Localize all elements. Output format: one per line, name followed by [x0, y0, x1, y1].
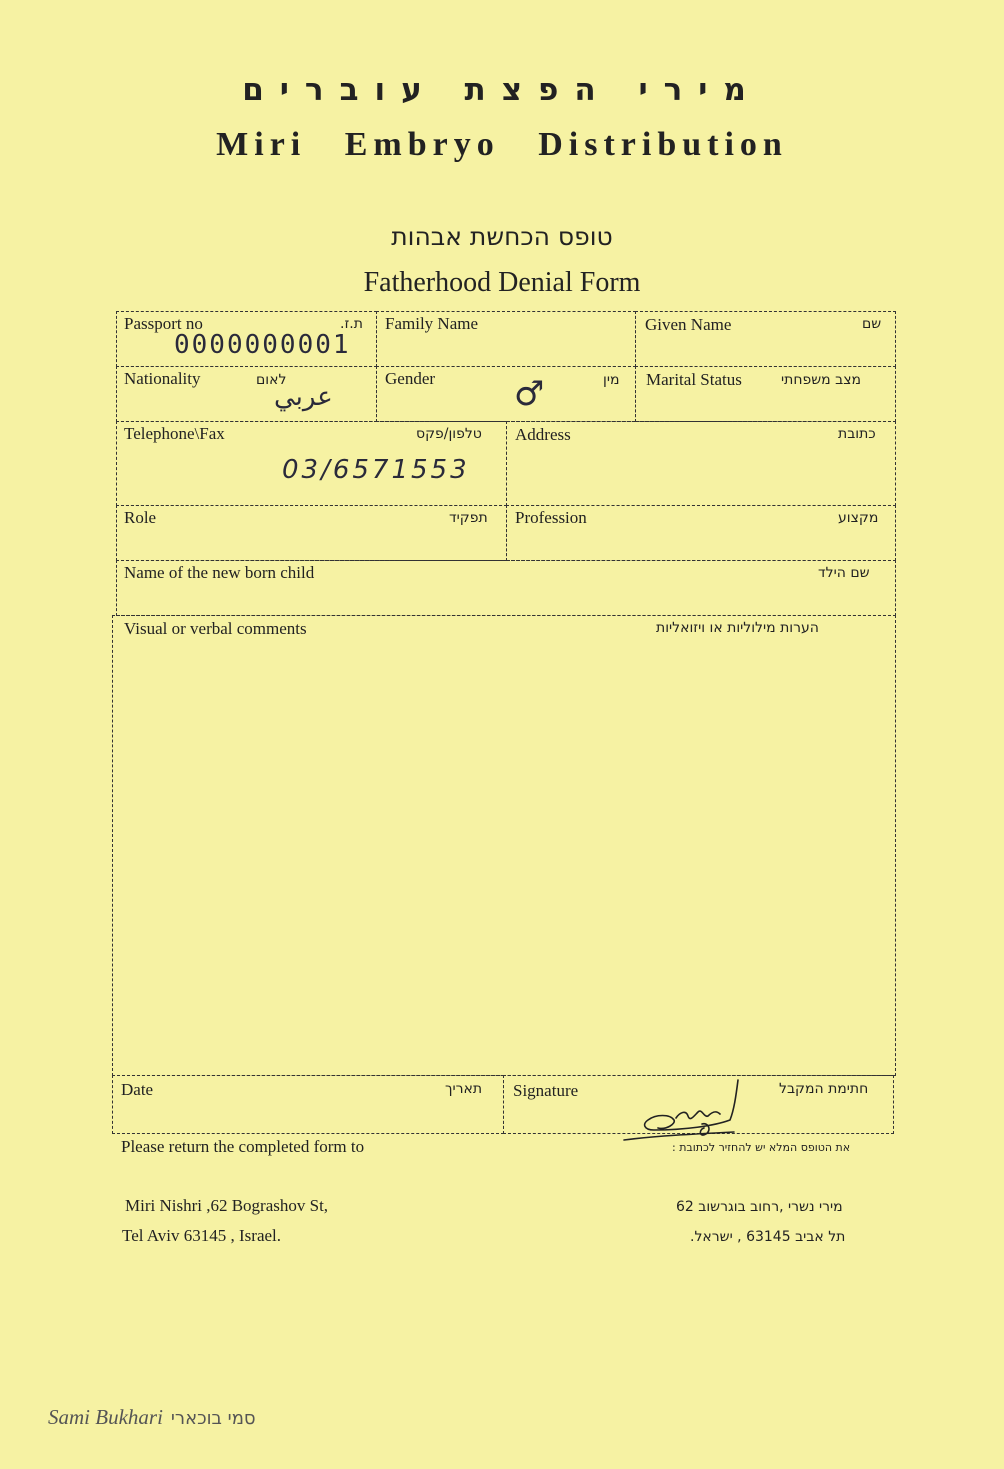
address-label-hebrew: כתובת [838, 426, 876, 442]
comments-label-hebrew: הערות מילוליות או ויזואליות [656, 620, 819, 636]
artist-credit [48, 1405, 256, 1430]
address-label: Address [515, 425, 571, 444]
profession-label: Profession [515, 508, 587, 527]
passport-label-hebrew: ת.ז. [340, 316, 363, 332]
return-instructions-hebrew: את הטופס המלא יש להחזיר לכתובת : [672, 1141, 851, 1154]
gender-value[interactable]: ♂ [514, 374, 545, 414]
profession-label-hebrew: מקצוע [838, 510, 879, 526]
child-name-label-hebrew: שם הילד [818, 565, 870, 581]
nationality-label-hebrew: לאום [256, 372, 287, 388]
role-label-hebrew: תפקיד [449, 510, 488, 526]
signature-label: Signature [513, 1081, 579, 1100]
given-name-label: Given Name [645, 315, 732, 334]
passport-label: Passport no [124, 314, 203, 333]
artist-credit-hebrew: סמי בוכארי [170, 1408, 256, 1429]
date-label: Date [121, 1080, 154, 1099]
role-label: Role [124, 508, 157, 527]
telephone-label: Telephone\Fax [124, 424, 225, 443]
nationality-label: Nationality [124, 369, 201, 388]
child-name-label: Name of the new born child [124, 563, 315, 582]
given-name-label-hebrew: שם [862, 316, 882, 332]
return-address-line1: Miri Nishri ,62 Bograshov St, [125, 1196, 329, 1215]
comments-cell[interactable] [112, 615, 896, 1076]
signature-label-hebrew: חתימת המקבל [779, 1081, 869, 1097]
gender-label: Gender [385, 369, 436, 388]
form-title-hebrew: טופס הכחשת אבהות [391, 222, 613, 251]
family-name-label: Family Name [385, 314, 479, 333]
nationality-value[interactable]: عربي [274, 382, 333, 412]
return-address-hebrew-line1: מירי נשרי ,רחוב בוגרשוב 62 [676, 1199, 843, 1215]
comments-label: Visual or verbal comments [124, 619, 307, 638]
return-instructions: Please return the completed form to [121, 1137, 365, 1156]
company-name-english: Miri Embryo Distribution [216, 126, 788, 163]
artist-credit-english: Sami Bukhari [48, 1405, 163, 1429]
telephone-label-hebrew: טלפון/פקס [416, 426, 482, 442]
return-address-hebrew-line2: תל אביב 63145 , ישראל. [690, 1229, 846, 1245]
marital-status-label-hebrew: מצב משפחתי [781, 372, 862, 388]
gender-label-hebrew: מין [603, 372, 620, 388]
form-title-english: Fatherhood Denial Form [363, 267, 641, 298]
passport-value[interactable]: 0000000001 [174, 330, 351, 360]
telephone-value[interactable]: 03/6571553 [282, 455, 470, 485]
company-name-hebrew: מירי הפצת עוברים [242, 72, 762, 108]
date-label-hebrew: תאריך [445, 1081, 483, 1097]
marital-status-label: Marital Status [646, 370, 742, 389]
return-address-line2: Tel Aviv 63145 , Israel. [122, 1226, 282, 1245]
